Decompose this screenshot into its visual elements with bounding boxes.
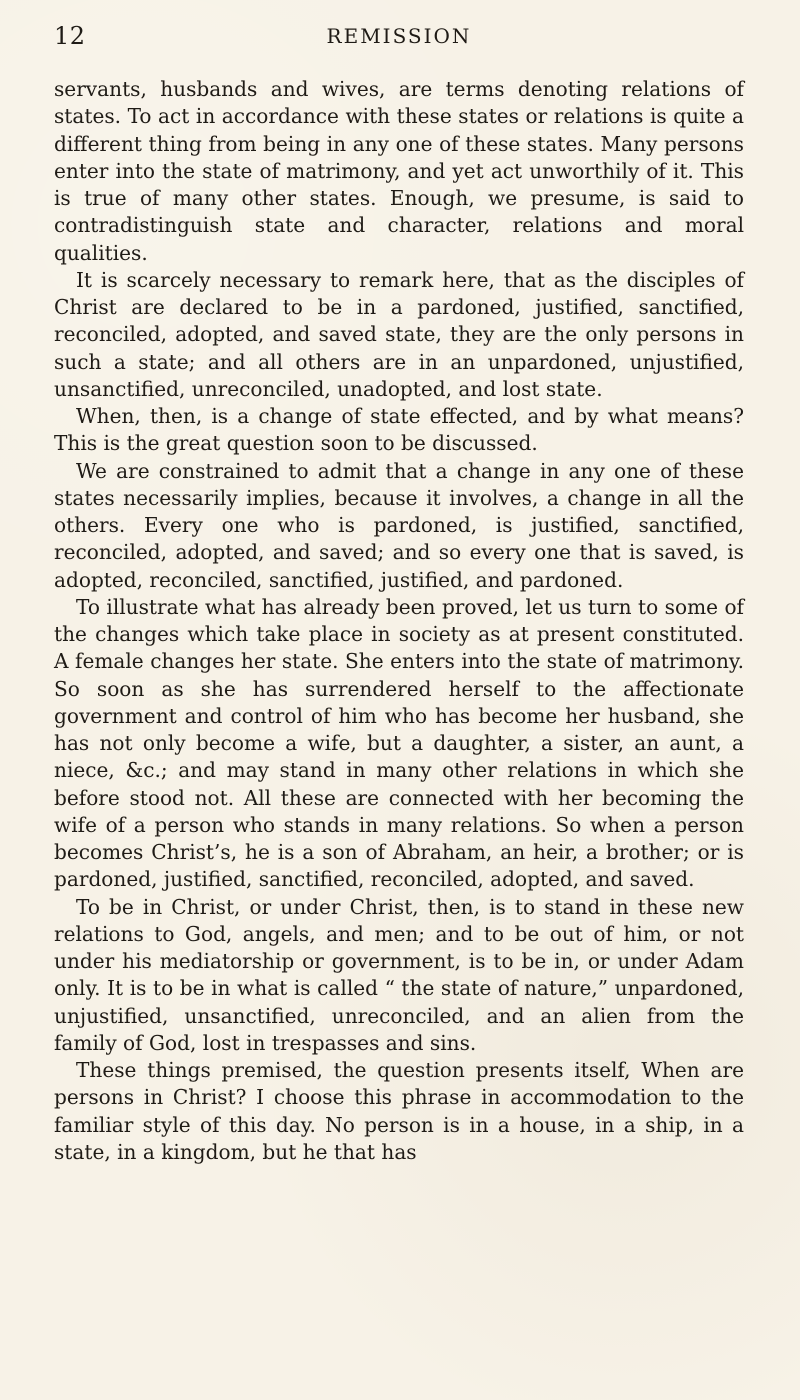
paragraph-2-segment-1: It is scarcely necessary to remark here, that as the disciples of Christ are declared to be in a pardoned, justified, sanctified, reconciled, adopted, and saved state, they are the only persons in such a state; and all others are in an unpardoned, unjustified, unsanctified, unreconciled, unadopted, and lost state. [54, 267, 744, 401]
paragraph-5 [54, 594, 744, 894]
paragraph-7-segment-11: a kingdom, but he that has [136, 1139, 417, 1164]
paragraph-7-segment-1: These things premised, the question presents itself, [76, 1058, 642, 1082]
paragraph-5-segment-1: To illustrate what has already been proved, let us turn to some of the changes which take place in society as at present constituted. A female changes her state. She enters into the state of matrimony. So soon as she has surrendered herself to the affectionate government and control of him who has become her husband, she has not only become a wife, but a daughter, a sister, an aunt, a niece, &c.; and may stand in many other relations in which she before stood not. All these are connected with her becoming the wife of a person who stands in many relations. So when a person becomes Christ’s, he is a son of Abraham, an heir, a brother; or is pardoned, justified, sanctified, reconciled, adopted, and saved. [54, 594, 744, 892]
paragraph-6 [54, 894, 744, 1058]
paragraph-6-segment-1: To be [76, 894, 143, 919]
paragraph-3-segment-2: This is the great question soon to be discussed. [54, 431, 538, 456]
paragraph-7-segment-7: a ship, [614, 1112, 704, 1137]
paragraph-6-segment-2: in [142, 894, 163, 919]
paragraph-4-segment-3: is justified, sanctified, reconciled, adopted, and saved; and so every one that is [54, 513, 744, 565]
page-number: 12 [54, 22, 86, 50]
paragraph-7-segment-4: in [469, 1112, 489, 1137]
paragraph-6-segment-4: under [280, 894, 341, 919]
paragraph-7-segment-6: in [595, 1112, 615, 1137]
running-title: REMISSION [326, 24, 472, 48]
paragraph-1-segment-1: servants, husbands and wives, are terms denoting relations of states. To act in accordance with these states or relations is quite a different thing from being in any one of these states. Many persons enter into the state of matrimony, and yet act unworthily of it. This is true of many other states. Enough, we presume, is said to contradistinguish state and character, relations and moral qualities. [54, 77, 744, 265]
paragraph-6-segment-5: Christ, then, is to stand in these new relations to God, angels, and men; and to be out of him, or not under his mediatorship or government, is to be in, or under Adam only. It is to be in what is called “ the state of nature,” unpardoned, unjustified, unsanctified, unreconciled, and an alien from the family of God, lost in trespasses and sins. [54, 894, 744, 1055]
paragraph-7-segment-9: a state, [54, 1112, 744, 1164]
paragraph-4-segment-1: We are constrained to admit that a change in any one of these states necessarily implies, because it involves, a change in all the others. Every one who is [54, 458, 744, 537]
page-header [54, 24, 744, 70]
paragraph-6-segment-3: Christ, or [162, 894, 281, 919]
paragraph-3-segment-1: When, then, is a change of state effected, and by what means? [76, 404, 744, 428]
paragraph-1 [54, 76, 744, 267]
paragraph-4-segment-4: saved, [654, 540, 719, 565]
paragraph-3 [54, 403, 744, 458]
paragraph-7-segment-8: in [703, 1112, 723, 1137]
body-text [54, 76, 744, 1166]
paragraph-7 [54, 1057, 744, 1166]
paragraph-7-segment-5: a house, [488, 1112, 596, 1137]
paragraph-7-segment-2: When are persons in Christ? [54, 1058, 744, 1110]
paragraph-4 [54, 458, 744, 594]
paragraph-7-segment-3: I choose this phrase in accommodation to the familiar style of this day. No person is [54, 1085, 744, 1137]
paragraph-7-segment-10: in [117, 1139, 137, 1164]
paragraph-4-segment-5: is adopted, reconciled, sanctified, justified, and pardoned. [54, 540, 744, 592]
paragraph-4-segment-2: pardoned, [373, 513, 478, 537]
paragraph-2 [54, 267, 744, 403]
